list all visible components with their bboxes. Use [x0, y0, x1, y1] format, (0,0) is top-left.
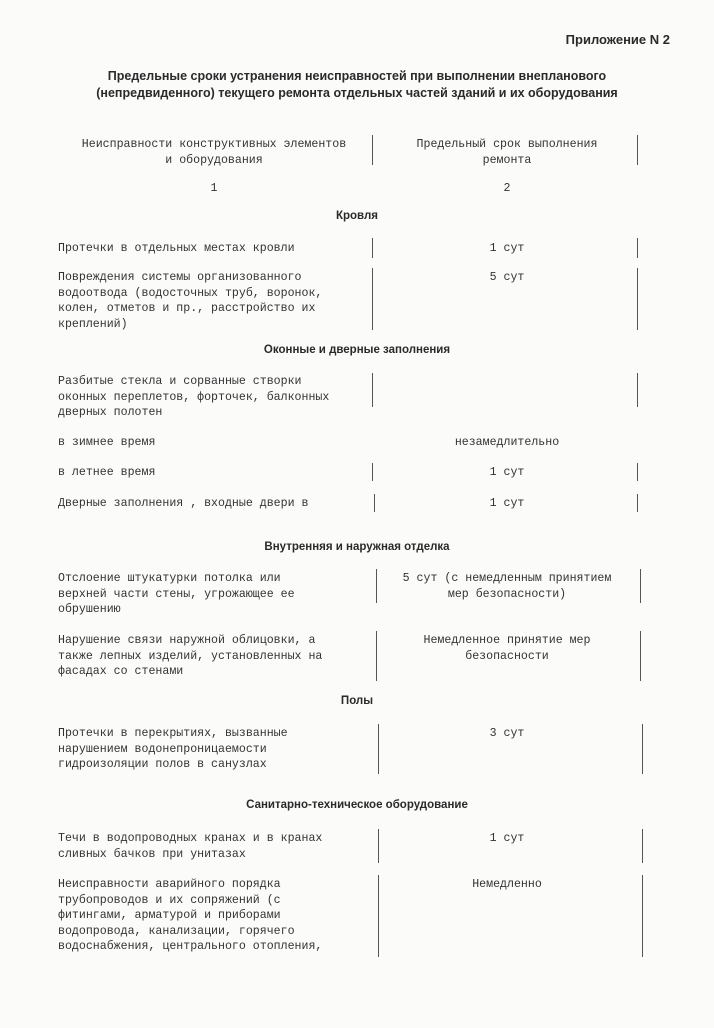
- defect-line: сливных бачков при унитазах: [58, 847, 246, 861]
- column-divider: [637, 268, 638, 330]
- row-term: [384, 877, 630, 893]
- defect-line: Дверные заполнения , входные двери в: [58, 497, 309, 510]
- defect-line: Отслоение штукатурки потолка или: [58, 572, 281, 585]
- defect-line: трубопроводов и их сопряжений (с: [58, 893, 281, 907]
- column-divider: [376, 631, 377, 681]
- term-line: 1 сут: [489, 832, 525, 845]
- defect-line: в летнее время: [58, 466, 156, 479]
- column-divider: [637, 494, 638, 512]
- column-divider: [637, 373, 638, 407]
- document-title: [40, 68, 674, 102]
- defect-line: Неисправности аварийного порядка: [58, 878, 281, 891]
- defect-line: в зимнее время: [58, 436, 156, 449]
- section-title-finishing: Внутренняя и наружная отделка: [264, 541, 450, 553]
- row-defect: [58, 831, 374, 862]
- column-divider: [640, 569, 641, 603]
- section-title-floors: Полы: [340, 695, 374, 707]
- column-divider: [637, 238, 638, 258]
- term-line: 5 сут (с немедленным принятием: [402, 572, 612, 585]
- row-defect: [58, 374, 370, 421]
- defect-line: Протечки в перекрытиях, вызванные: [58, 727, 288, 740]
- term-line: 1 сут: [489, 242, 525, 255]
- term-line: 1 сут: [489, 466, 525, 479]
- header-col1-line: и оборудования: [165, 153, 263, 167]
- term-line: Немедленно: [472, 878, 542, 891]
- defect-line: водоотвода (водосточных труб, воронок,: [58, 286, 323, 300]
- header-num1: 1: [210, 182, 218, 195]
- column-divider: [640, 631, 641, 681]
- row-term: [384, 571, 630, 602]
- header-col1: [58, 137, 370, 168]
- column-divider: [642, 829, 643, 863]
- term-line: 3 сут: [489, 727, 525, 740]
- column-divider: [378, 724, 379, 774]
- defect-line: гидроизоляции полов в санузлах: [58, 758, 267, 771]
- header-col2-line: Предельный срок выполнения: [416, 138, 598, 151]
- column-divider: [372, 135, 373, 165]
- section-title-roof: Кровля: [335, 210, 378, 222]
- column-divider: [642, 875, 643, 957]
- row-defect: [58, 435, 370, 451]
- row-defect: [58, 571, 370, 618]
- column-divider: [378, 829, 379, 863]
- term-line: 1 сут: [489, 497, 525, 510]
- column-divider: [637, 135, 638, 165]
- row-term: [384, 496, 630, 512]
- defect-line: дверных полотен: [58, 406, 163, 419]
- row-term: [384, 465, 630, 481]
- row-defect: [58, 633, 370, 680]
- appendix-label: Приложение N 2: [565, 32, 670, 47]
- defect-line: креплений): [58, 317, 128, 331]
- defect-line: Повреждения системы организованного: [58, 271, 302, 284]
- row-term: [384, 726, 630, 742]
- row-term: [384, 241, 630, 257]
- column-divider: [374, 494, 375, 512]
- header-col2-line: ремонта: [482, 153, 532, 167]
- defect-line: Протечки в отдельных местах кровли: [58, 242, 295, 255]
- term-line: безопасности: [465, 649, 549, 663]
- defect-line: Разбитые стекла и сорванные створки: [58, 375, 302, 388]
- row-term: [384, 831, 630, 847]
- header-num2: 2: [503, 182, 511, 195]
- term-line: Немедленное принятие мер: [423, 634, 591, 647]
- row-term: [384, 270, 630, 286]
- row-term: [384, 435, 630, 451]
- header-col2: [384, 137, 630, 168]
- section-title-windows-doors: Оконные и дверные заполнения: [263, 344, 451, 356]
- defect-line: колен, отметов и пр., расстройство их: [58, 302, 316, 315]
- column-divider: [642, 724, 643, 774]
- defect-line: водоснабжения, центрального отопления,: [58, 940, 323, 953]
- term-line: незамедлительно: [454, 436, 560, 449]
- column-divider: [372, 463, 373, 481]
- row-defect: [58, 877, 374, 955]
- row-defect: [58, 496, 370, 512]
- row-term: [384, 633, 630, 664]
- term-line: мер безопасности): [447, 587, 567, 601]
- column-divider: [372, 373, 373, 407]
- title-line: Предельные сроки устранения неисправностей при выполнении внепланового: [107, 69, 607, 83]
- defect-line: оконных переплетов, форточек, балконных: [58, 390, 330, 404]
- row-defect: [58, 726, 374, 773]
- defect-line: также лепных изделий, установленных на: [58, 649, 323, 663]
- defect-line: фитингами, арматурой и приборами: [58, 909, 281, 922]
- column-divider: [376, 569, 377, 603]
- column-divider: [378, 875, 379, 957]
- term-line: 5 сут: [489, 271, 525, 284]
- column-divider: [637, 463, 638, 481]
- defect-line: Течи в водопроводных кранах и в кранах: [58, 832, 323, 845]
- defect-line: Нарушение связи наружной облицовки, а: [58, 634, 316, 647]
- defect-line: фасадах со стенами: [58, 665, 184, 678]
- section-title-plumbing: Санитарно-техническое оборудование: [246, 799, 468, 811]
- defect-line: нарушением водонепроницаемости: [58, 742, 267, 756]
- row-defect: [58, 270, 370, 332]
- title-line: (непредвиденного) текущего ремонта отдельных частей зданий и их оборудования: [96, 86, 618, 100]
- column-divider: [372, 268, 373, 330]
- defect-line: верхней части стены, угрожающее ее: [58, 587, 295, 601]
- row-defect: [58, 241, 370, 257]
- defect-line: обрушению: [58, 603, 121, 616]
- defect-line: водопровода, канализации, горячего: [58, 924, 295, 938]
- row-defect: [58, 465, 370, 481]
- header-col1-line: Неисправности конструктивных элементов: [81, 138, 347, 151]
- column-divider: [372, 238, 373, 258]
